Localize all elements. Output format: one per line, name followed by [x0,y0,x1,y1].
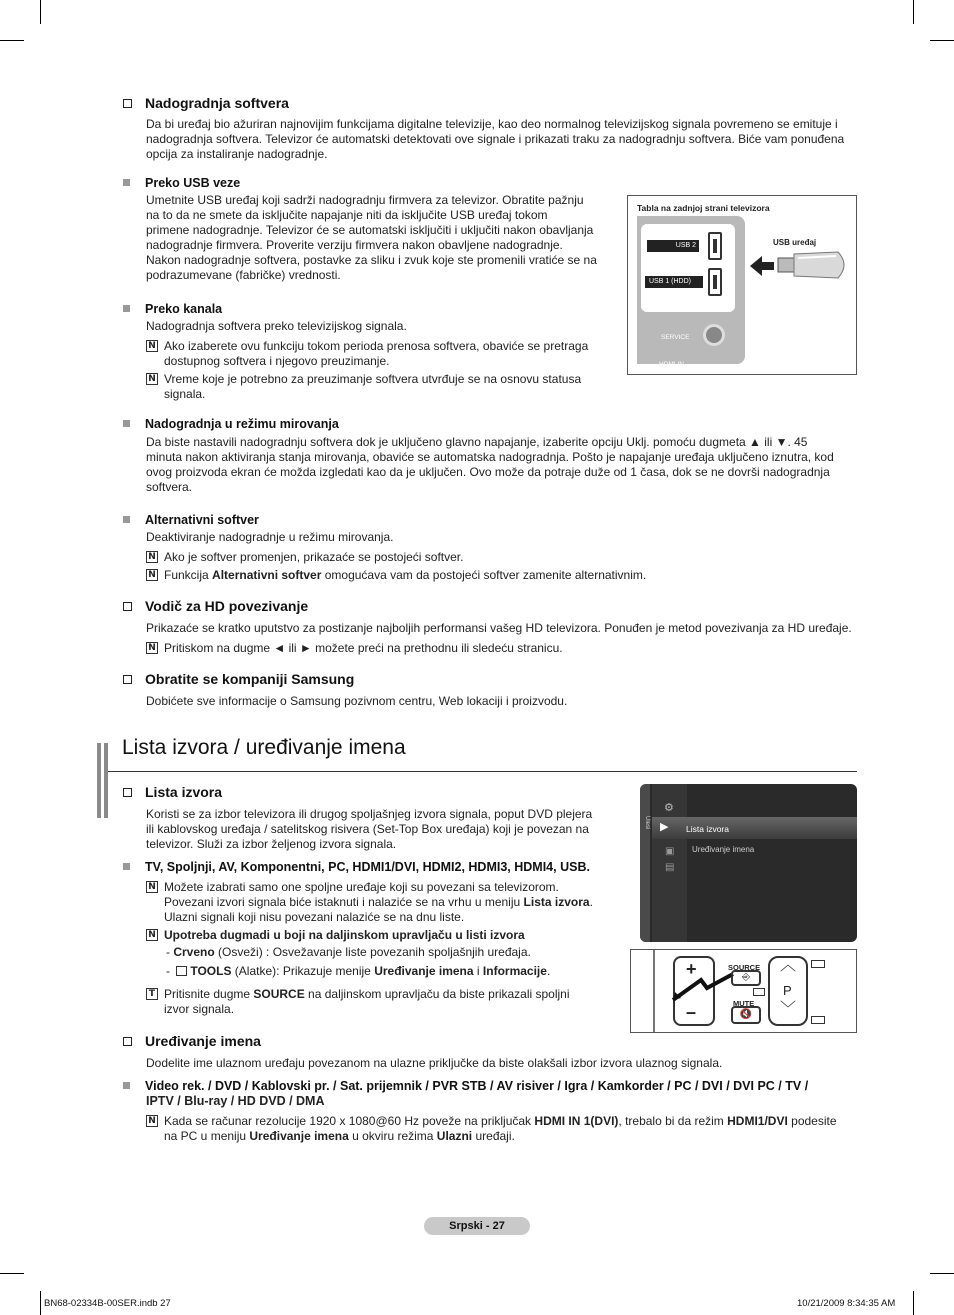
note: N Ako izaberete ovu funkciju tokom perioda prenosa softvera, obaviće se pretraga dostupnog softvera i njegovo preuzimanje. [146,339,606,369]
note: N Ako je softver promenjen, prikazaće se postojeći softver. [146,550,846,565]
chevron-down-icon: ﹀ [780,1001,797,1018]
device-list-cont: IPTV / Blu-ray / HD DVD / DMA [146,1094,325,1108]
service-label: SERVICE [661,334,690,341]
subsection-label: Video rek. / DVD / Kablovski pr. / Sat. prijemnik / PVR STB / AV risiver / Igra / Kamkorder / PC / DVI / DVI PC / TV / [123,1079,808,1094]
source-menu-figure [640,784,857,942]
page-title: Lista izvora / uređivanje imena [122,736,406,759]
minus-icon: – [686,1002,697,1022]
usb-stick-icon [748,246,853,286]
contact-text: Dobićete sve informacije o Samsung pozivnom centru, Web lokaciji i proizvodu. [146,694,568,708]
crop-mark [930,1273,954,1274]
note-icon: N [146,551,158,563]
menu-item-edit-name[interactable]: Uređivanje imena [692,845,755,854]
crop-mark [40,0,41,24]
settings-icon: ▤ [665,862,675,873]
section-heading: Lista izvora [123,785,222,800]
intro-paragraph: Da bi uređaj bio ažuriran najnovijim funkcijama digitalne televizije, kao deo normalnog televizijskog signala povremeno se emituje i nadogradnja softvera. Televizor će automatski detektovati ove signale i prikazati traku za nadogradnju softvera. Biće vam ponuđena opcija za instaliranje nadogradnje. [146,117,845,161]
list-icon [811,1016,825,1024]
title-rule [108,771,857,772]
gear-icon: ⚙ [664,802,674,814]
alternative-text: Deaktiviranje nadogradnje u režimu mirovanja. [146,530,394,544]
source-button-label: SOURCE [728,963,761,972]
remote-note-icon: T [146,988,158,1000]
note: N Vreme koje je potrebno za preuzimanje softvera utvrđuje se na osnovu statusa signala. [146,372,606,402]
note-icon: N [146,340,158,352]
usb-port-icon [708,268,722,296]
mute-button[interactable]: 🔇 [731,1006,761,1024]
note-icon: N [146,881,158,893]
usb1-label: USB 1 (HDD) [645,276,703,288]
note: N Funkcija Alternativni softver omogućava vam da postojeći softver zamenite alternativnim. [146,568,846,583]
section-heading: Uređivanje imena [123,1034,261,1049]
channel-label: P [783,983,792,998]
menu-side-strip [640,784,650,942]
note: N Kada se računar rezolucije 1920 x 1080@60 Hz poveže na priključak HDMI IN 1(DVI), trebalo bi da režim HDMI1/DVI podesite na PC u meniju Uređivanje imena u okviru režima Ulazni uređaji. [146,1114,856,1144]
subsection-label: Preko USB veze [123,176,240,191]
note-icon: N [146,373,158,385]
note: N Pritiskom na dugme ◄ ili ► možete preći na prethodnu ili sledeću stranicu. [146,641,846,656]
usb2-label: USB 2 [647,240,699,252]
service-port-icon [703,324,725,346]
standby-paragraph: Da biste nastavili nadogradnju softvera dok je uključeno glavno napajanje, izaberite opciju Uklj. pomoću dugmeta ▲ ili ▼. 45 minuta nakon aktiviranja stanja mirovanja, obaviće se automatska nadogradnja. Pošto je napajanje uređaja uključeno iznutra, kod ovog proizvoda ekran će možda izgledati kao da je uključen. Ovo može da potraje duže od 1 časa, dok se ne dovrši nadogradnja softvera. [146,435,834,494]
menu-icon [811,960,825,968]
section-heading: Obratite se kompaniji Samsung [123,672,354,687]
print-file: BN68-02334B-00SER.indb 27 [44,1298,171,1309]
crop-mark [913,1291,914,1315]
note: N Upotreba dugmadi u boji na daljinskom upravljaču u listi izvora [146,928,626,943]
subsection-label: Nadogradnja u režimu mirovanja [123,417,339,432]
info-icon [753,988,765,996]
tools-icon [176,966,187,976]
figure-caption: Tabla na zadnjoj strani televizora [637,203,770,213]
remote-edge [653,950,655,1033]
source-icon: ▶ [660,821,669,833]
menu-item-source-list[interactable]: Lista izvora [686,824,729,834]
hdmi-label: HDMI IN [659,361,684,368]
usb-device-label: USB uređaj [773,238,817,247]
note-icon: N [146,642,158,654]
print-date: 10/21/2009 8:34:35 AM [797,1298,896,1309]
title-bar [104,743,108,818]
usb-port-icon [708,232,722,260]
usb-paragraph: Umetnite USB uređaj koji sadrži nadogradnju firmvera za televizor. Obratite pažnju na to da ne smete da isključite napajanje niti da isključite USB uređaj tokom primene nadogradnje. Televizor će se automatski isključiti i uključiti nakon obavljanja nadogradnje firmvera. Proverite verziju firmvera nakon obavljene nadogradnje. Nakon nadogradnje softvera, postavke za sliku i zvuk koje ste promenili vratiće se na podrazumevane (fabričke) vrednosti. [146,193,597,282]
remote-figure [630,949,857,1033]
picture-icon: ▣ [665,846,675,857]
source-list-paragraph: Koristi se za izbor televizora ili drugog spoljašnjeg izvora signala, poput DVD plejera ili kablovskog uređaja / satelitskog risivera (Set-Top Box uređaja) koji je povezan na televizor. Služi za izbor željenog izvora signala. [146,807,593,851]
plus-icon: + [686,959,697,979]
section-heading: Nadogradnja softvera [123,96,289,111]
dash-item: - Crveno (Osveži) : Osvežavanje liste povezanih spoljašnjih uređaja. [166,945,531,959]
crop-mark [0,40,24,41]
menu-side-label: Ulesi [644,816,650,830]
subsection-label: Alternativni softver [123,513,259,528]
note-icon: N [146,569,158,581]
section-heading: Vodič za HD povezivanje [123,599,308,614]
hd-guide-text: Prikazaće se kratko uputstvo za postizanje najboljih performansi vašeg HD televizora. Ponuđen je metod povezivanja za HD uređaje. [146,621,852,635]
note-icon: N [146,1115,158,1127]
back-panel [637,216,745,368]
chevron-up-icon: ︿ [780,957,797,974]
page-number: Srpski - 27 [424,1217,530,1235]
mute-button-label: MUTE [733,999,755,1008]
source-button[interactable]: ⎆ [731,970,761,986]
channel-text: Nadogradnja softvera preko televizijskog signala. [146,319,407,333]
edit-name-text: Dodelite ime ulaznom uređaju povezanom na ulazne priključke da biste olakšali izbor izvora ulaznog signala. [146,1056,723,1070]
title-bar [97,743,101,818]
note: T Pritisnite dugme SOURCE na daljinskom upravljaču da biste prikazali spoljni izvor signala. [146,987,626,1017]
menu-selected-row[interactable] [652,817,857,839]
crop-mark [40,1291,41,1315]
crop-mark [913,0,914,24]
note-icon: N [146,929,158,941]
usb-figure [627,195,857,375]
note: N Možete izabrati samo one spoljne uređaje koji su povezani sa televizorom. Povezani izvori signala biće istaknuti i nalaziće se na vrhu u meniju Lista izvora. Ulazni signali koji nisu povezani nalaziće se na dnu liste. [146,880,626,925]
subsection-label: Preko kanala [123,302,222,317]
crop-mark [930,40,954,41]
dash-item: - TOOLS (Alatke): Prikazuje menije Uređivanje imena i Informacije. [166,964,551,978]
crop-mark [0,1273,24,1274]
subsection-label: TV, Spoljnji, AV, Komponentni, PC, HDMI1/DVI, HDMI2, HDMI3, HDMI4, USB. [123,860,590,875]
